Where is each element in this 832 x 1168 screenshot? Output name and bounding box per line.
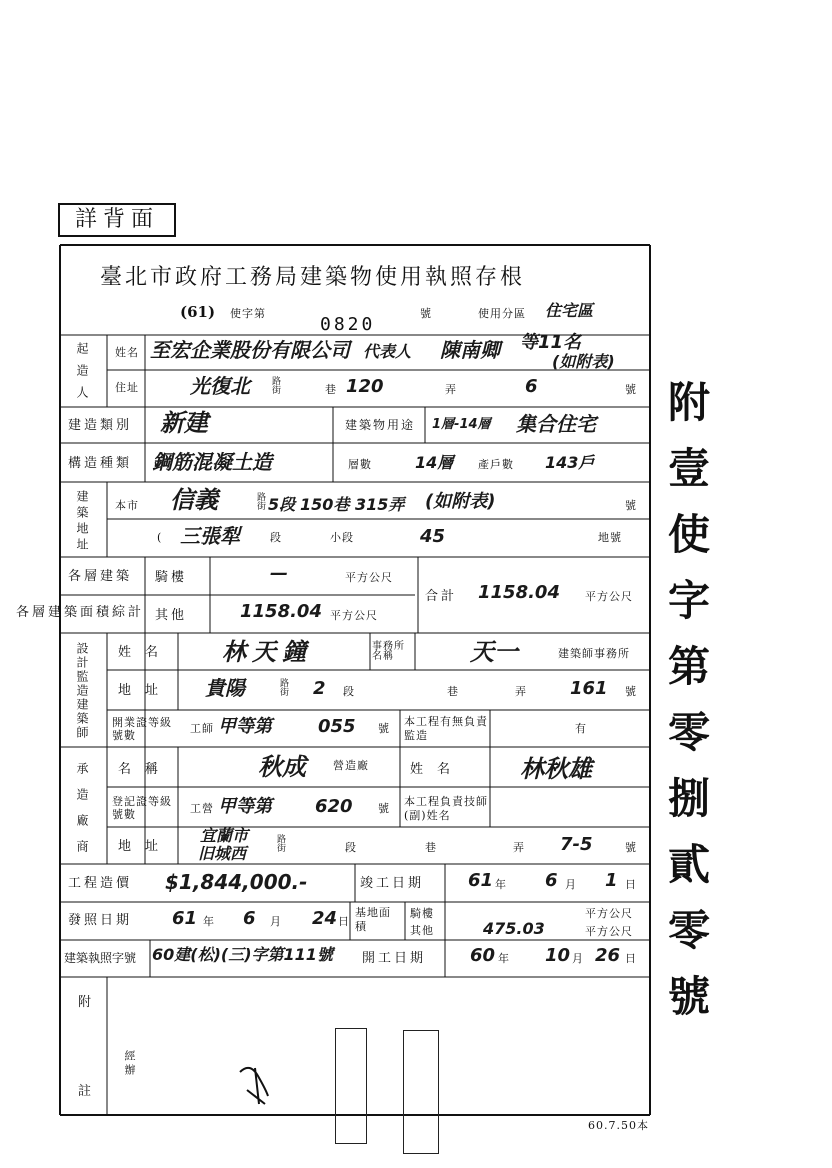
site-road-label: 路街 <box>255 492 265 510</box>
site-lot: 45 <box>420 526 446 547</box>
category-value: 新建 <box>160 409 208 437</box>
start-month-label: 月 <box>572 952 584 965</box>
builder-no-label: 號 <box>625 383 637 396</box>
area-label: 各層建築面積綜計 <box>15 605 144 620</box>
arcade-label: 騎樓 <box>155 570 188 585</box>
architect-resp-label: 本工程有無負責監造 <box>404 715 488 742</box>
margin-annotation <box>668 370 728 1020</box>
office-suffix: 建築師事務所 <box>558 647 630 660</box>
architect-road-label: 路街 <box>278 678 288 696</box>
builder-name-label: 姓名 <box>115 346 139 359</box>
office-label: 事務所名稱 <box>372 641 405 662</box>
builder-number: 6 <box>525 376 538 397</box>
start-year-label: 年 <box>498 952 510 965</box>
floors-label: 層數 <box>348 458 372 471</box>
site-section-label: 建築地址 <box>75 490 89 554</box>
use-value: 集合住宅 <box>516 412 596 436</box>
architect-resp-value: 有 <box>575 722 587 735</box>
completion-month: 6 <box>545 870 558 891</box>
contractor-name-suffix: 營造廠 <box>333 759 369 772</box>
structure-value: 鋼筋混凝土造 <box>152 450 272 474</box>
start-day: 26 <box>595 945 621 966</box>
start-label: 開工日期 <box>362 951 427 966</box>
base-other-label: 其他 <box>410 924 434 937</box>
architect-reg-label: 開業證等級號數 <box>112 716 172 742</box>
margin-char: 捌 <box>668 774 711 823</box>
margin-char: 第 <box>668 642 711 691</box>
margin-char: 貳 <box>668 840 711 889</box>
contractor-person-label: 姓名 <box>410 762 465 777</box>
contractor-section-label: 承造廠商 <box>75 762 89 866</box>
contractor-reg-no-label: 號 <box>378 802 390 815</box>
site-lot-label: 小段 <box>330 531 354 544</box>
contractor-name-label: 名稱 <box>118 762 173 777</box>
official-stamp-left <box>335 1028 367 1144</box>
margin-char: 壹 <box>668 444 711 493</box>
site-paren: ( <box>157 531 163 544</box>
builder-addr-road: 光復北 <box>190 374 250 398</box>
contractor-name: 秋成 <box>258 753 306 781</box>
builder-extra: 等11名 <box>520 332 582 353</box>
base-other-value: 475.03 <box>483 919 545 938</box>
issue-label: 發照日期 <box>68 913 133 928</box>
contractor-reg-no: 620 <box>315 796 353 817</box>
margin-char: 零 <box>668 906 711 955</box>
permit-suffix: 號 <box>420 307 432 320</box>
start-month: 10 <box>545 945 571 966</box>
architect-sec: 2 <box>313 678 326 699</box>
use-floor: 1層-14層 <box>432 417 491 432</box>
structure-label: 構造種類 <box>68 456 133 471</box>
margin-char: 零 <box>668 708 711 757</box>
site-note: (如附表) <box>425 491 496 512</box>
floors-value: 14層 <box>415 453 454 472</box>
base-area-label: 基地面積 <box>355 906 391 933</box>
builder-section-label: 起造人 <box>75 342 89 408</box>
units-value: 143戶 <box>545 453 595 472</box>
permit-word: 使字第 <box>230 307 266 320</box>
architect-section-label: 設計監造建築師 <box>75 642 89 740</box>
site-road: 信義 <box>170 486 218 514</box>
architect-sec-label: 段 <box>343 685 355 698</box>
margin-char: 使 <box>668 510 711 559</box>
permit-ref-value: 60建(松)(三)字第111號 <box>152 945 333 964</box>
contractor-reg-grade: 甲等第 <box>218 796 272 817</box>
contractor-reg-label: 登記證等級號數 <box>112 795 172 821</box>
issue-day: 24 <box>312 908 338 929</box>
contractor-sec-label: 段 <box>345 841 357 854</box>
total-area-label: 合計 <box>425 589 458 604</box>
contractor-road-label: 路街 <box>275 834 285 852</box>
completion-label: 竣工日期 <box>360 876 425 891</box>
site-district: 三張犁 <box>180 524 240 548</box>
architect-addr-label: 地址 <box>118 683 173 698</box>
issue-year: 61 <box>172 908 198 929</box>
handler-label: 經辦 <box>123 1050 136 1078</box>
use-label: 建築物用途 <box>345 418 416 432</box>
contractor-lane-label: 巷 <box>425 841 437 854</box>
zone-value: 住宅區 <box>545 301 594 320</box>
builder-extra-note: (如附表) <box>552 352 615 371</box>
architect-reg-grade: 甲等第 <box>218 716 272 737</box>
arcade-value: — <box>270 563 288 584</box>
completion-day: 1 <box>605 870 618 891</box>
architect-no-label: 號 <box>625 685 637 698</box>
completion-day-label: 日 <box>625 878 637 891</box>
architect-name: 林天鐘 <box>222 638 312 666</box>
contractor-addr-city: 宜蘭市 <box>200 826 249 845</box>
total-area-value: 1158.04 <box>478 582 560 603</box>
contractor-no-label: 號 <box>625 841 637 854</box>
contractor-addr-label: 地址 <box>118 839 173 854</box>
base-arcade-unit: 平方公尺 <box>585 907 633 920</box>
completion-year: 61 <box>468 870 494 891</box>
page-title: 臺北市政府工務局建築物使用執照存根 <box>100 265 526 290</box>
form-footer: 60.7.50本 <box>588 1119 649 1132</box>
other-area-unit: 平方公尺 <box>330 609 378 622</box>
completion-year-label: 年 <box>495 878 507 891</box>
official-stamp-right <box>403 1030 439 1154</box>
margin-char: 附 <box>668 378 711 427</box>
detail-back-tag: 詳背面 <box>58 203 176 237</box>
builder-rep-label: 代表人 <box>363 342 412 361</box>
cost-label: 工程造價 <box>68 876 133 891</box>
site-alley: 315弄 <box>355 495 405 514</box>
issue-year-label: 年 <box>203 915 215 928</box>
category-label: 建造類別 <box>68 418 133 433</box>
office-value: 天一 <box>470 638 518 666</box>
builder-lane: 120 <box>346 376 384 397</box>
architect-number: 161 <box>570 678 608 699</box>
builder-road-label: 路街 <box>270 376 280 394</box>
builder-lane-label: 巷 <box>325 383 337 396</box>
issue-month: 6 <box>243 908 256 929</box>
issue-month-label: 月 <box>270 915 282 928</box>
contractor-number: 7-5 <box>560 834 593 855</box>
total-area-unit: 平方公尺 <box>585 590 633 603</box>
site-lane: 150巷 <box>300 495 350 514</box>
permit-prefix: (61) <box>180 303 216 321</box>
architect-addr-road: 貴陽 <box>205 676 245 700</box>
base-arcade-label: 騎樓 <box>410 907 434 920</box>
architect-reg-no-label: 號 <box>378 722 390 735</box>
site-city: 本市 <box>115 499 139 512</box>
area-label-top: 各層建築 <box>68 569 133 584</box>
architect-reg-type: 工師 <box>190 722 214 735</box>
cost-value: $1,844,000.- <box>165 870 308 894</box>
architect-alley-label: 弄 <box>515 685 527 698</box>
contractor-addr-road: 旧城西 <box>198 844 247 863</box>
start-day-label: 日 <box>625 952 637 965</box>
completion-month-label: 月 <box>565 878 577 891</box>
site-no-label: 號 <box>625 499 637 512</box>
base-other-unit: 平方公尺 <box>585 925 633 938</box>
builder-name: 至宏企業股份有限公司 <box>150 338 350 362</box>
handler-signature <box>235 1060 275 1110</box>
site-district-label: 段 <box>270 531 282 544</box>
zone-label: 使用分區 <box>478 307 526 320</box>
contractor-reg-type: 工營 <box>190 802 214 815</box>
units-label: 產戶數 <box>478 458 514 471</box>
site-land-label: 地號 <box>598 531 622 544</box>
issue-day-label: 日 <box>338 915 350 928</box>
architect-name-label: 姓名 <box>118 645 173 660</box>
builder-rep: 陳南卿 <box>440 338 500 362</box>
other-area-label: 其他 <box>155 608 188 623</box>
permit-number: 0820 <box>320 314 376 335</box>
permit-ref-label: 建築執照字號 <box>64 951 137 965</box>
notes-label-bottom: 註 <box>78 1084 95 1099</box>
margin-char: 號 <box>668 972 711 1021</box>
contractor-tech-label: 本工程負責技師(副)姓名 <box>404 795 488 822</box>
architect-lane-label: 巷 <box>447 685 459 698</box>
builder-alley-label: 弄 <box>445 383 457 396</box>
margin-char: 字 <box>668 576 711 625</box>
notes-label-top: 附 <box>78 995 95 1010</box>
arcade-unit: 平方公尺 <box>345 571 393 584</box>
start-year: 60 <box>470 945 496 966</box>
site-section-no: 5段 <box>268 495 296 514</box>
contractor-person: 林秋雄 <box>520 755 592 783</box>
contractor-alley-label: 弄 <box>513 841 525 854</box>
other-area-value: 1158.04 <box>240 601 322 622</box>
architect-reg-no: 055 <box>318 716 356 737</box>
builder-addr-label: 住址 <box>115 381 139 394</box>
